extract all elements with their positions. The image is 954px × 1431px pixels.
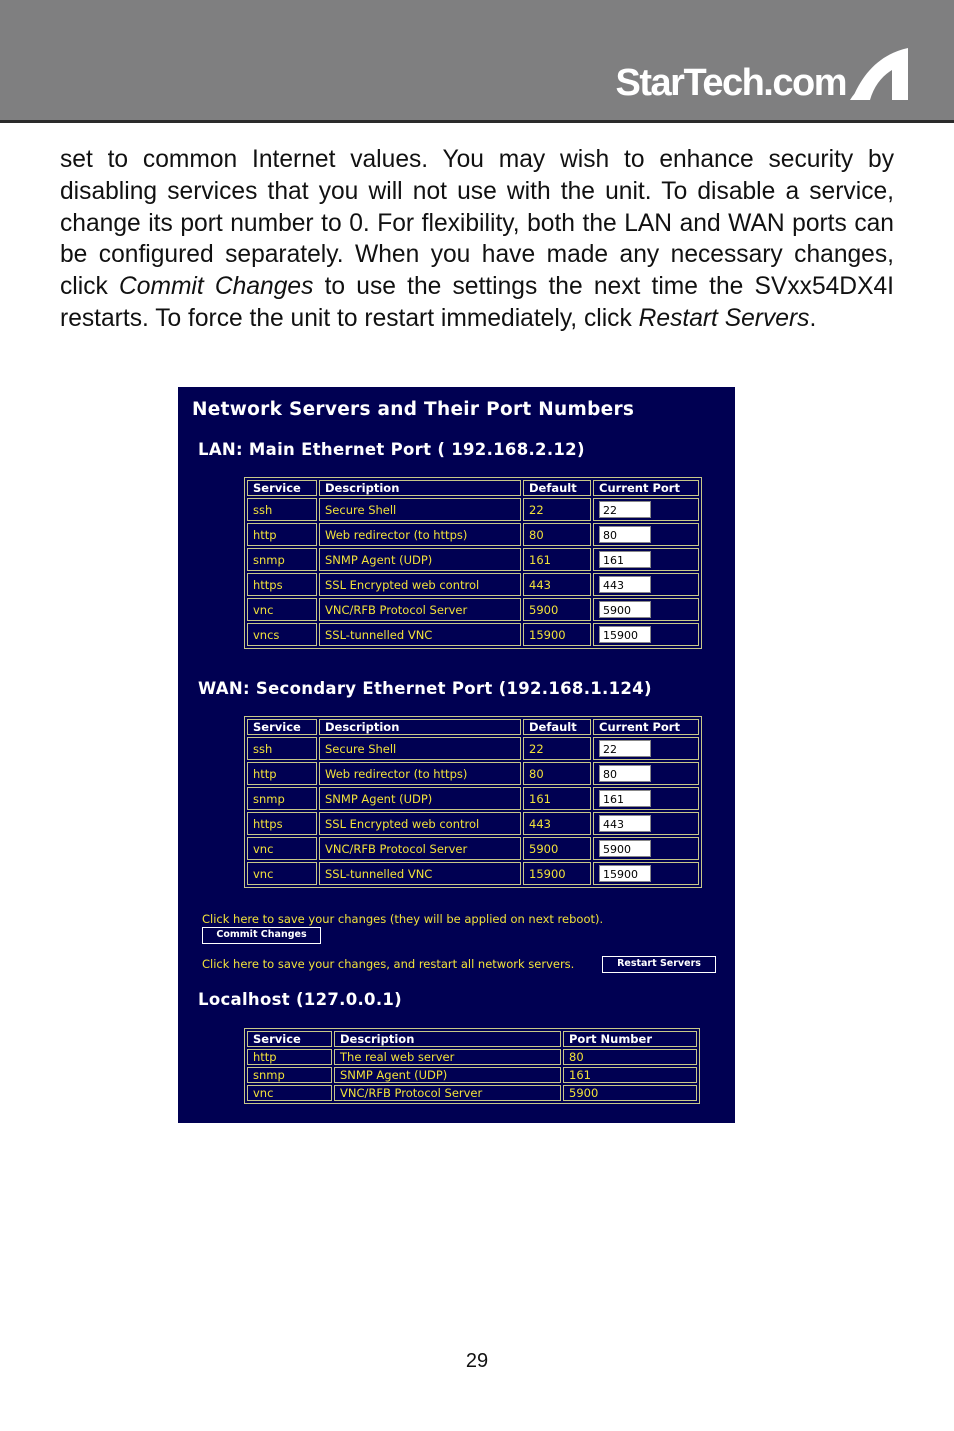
service-cell: ssh (247, 498, 317, 521)
table-row (247, 623, 699, 646)
service-cell: snmp (247, 1067, 332, 1083)
current-port-cell (593, 623, 699, 646)
default-port-cell: 80 (523, 523, 591, 546)
description-cell: Web redirector (to https) (319, 523, 521, 546)
default-port-cell: 15900 (523, 862, 591, 885)
lan-heading: LAN: Main Ethernet Port ( 192.168.2.12) (198, 440, 585, 459)
current-port-cell (593, 762, 699, 785)
service-cell: https (247, 573, 317, 596)
service-cell: https (247, 812, 317, 835)
description-cell: SNMP Agent (UDP) (319, 787, 521, 810)
default-port-cell: 161 (523, 548, 591, 571)
service-cell: vnc (247, 837, 317, 860)
current-port-input[interactable]: 443 (599, 576, 651, 593)
table-row (247, 737, 699, 760)
current-port-input[interactable]: 443 (599, 815, 651, 832)
table-row (247, 573, 699, 596)
service-cell: snmp (247, 548, 317, 571)
current-port-input[interactable]: 5900 (599, 840, 651, 857)
localhost-port-table (244, 1028, 700, 1104)
table-header-row (247, 1031, 697, 1047)
commit-note: Click here to save your changes (they will be applied on next reboot). (202, 912, 604, 926)
table-row (247, 1067, 697, 1083)
current-port-input[interactable]: 161 (599, 790, 651, 807)
table-row (247, 812, 699, 835)
lan-port-table (244, 477, 702, 649)
service-cell: vnc (247, 598, 317, 621)
current-port-cell (593, 787, 699, 810)
description-cell: SSL-tunnelled VNC (319, 623, 521, 646)
default-port-cell: 443 (523, 812, 591, 835)
column-header: Description (319, 719, 521, 735)
port-number-cell: 161 (563, 1067, 697, 1083)
service-cell: http (247, 523, 317, 546)
table-header-row (247, 719, 699, 735)
wan-heading: WAN: Secondary Ethernet Port (192.168.1.124) (198, 679, 652, 698)
default-port-cell: 15900 (523, 623, 591, 646)
body-text-part: set to common Internet values. You may wish to enhance security by disabling services that you will not use with the unit. To disable a service, change its port number to 0. For flexibility, both the LAN and WAN ports can be configured separately. When you have made any necessary changes, click (60, 146, 894, 301)
description-cell: Secure Shell (319, 737, 521, 760)
wan-port-table (244, 716, 702, 888)
restart-servers-button[interactable]: Restart Servers (602, 956, 716, 973)
column-header: Current Port (593, 719, 699, 735)
description-cell: SNMP Agent (UDP) (319, 548, 521, 571)
column-header: Default (523, 480, 591, 496)
logo-text: StarTech.com (615, 62, 846, 104)
default-port-cell: 161 (523, 787, 591, 810)
table-row (247, 523, 699, 546)
table-row (247, 862, 699, 885)
table-row (247, 548, 699, 571)
service-cell: vncs (247, 623, 317, 646)
current-port-cell (593, 498, 699, 521)
service-cell: http (247, 762, 317, 785)
current-port-input[interactable]: 161 (599, 551, 651, 568)
default-port-cell: 80 (523, 762, 591, 785)
service-cell: http (247, 1049, 332, 1065)
service-cell: ssh (247, 737, 317, 760)
table-row (247, 837, 699, 860)
default-port-cell: 443 (523, 573, 591, 596)
default-port-cell: 22 (523, 498, 591, 521)
service-cell: vnc (247, 1085, 332, 1101)
current-port-cell (593, 737, 699, 760)
current-port-input[interactable]: 80 (599, 765, 651, 782)
body-text-part: . (809, 304, 817, 332)
current-port-input[interactable]: 22 (599, 501, 651, 518)
table-row (247, 787, 699, 810)
column-header: Current Port (593, 480, 699, 496)
column-header: Port Number (563, 1031, 697, 1047)
restart-servers-ref: Restart Servers (638, 304, 810, 332)
body-paragraph (60, 144, 894, 335)
service-cell: snmp (247, 787, 317, 810)
column-header: Description (319, 480, 521, 496)
description-cell: Secure Shell (319, 498, 521, 521)
page-number: 29 (465, 1350, 489, 1372)
current-port-input[interactable]: 22 (599, 740, 651, 757)
current-port-input[interactable]: 15900 (599, 626, 651, 643)
description-cell: VNC/RFB Protocol Server (334, 1085, 561, 1101)
port-number-cell: 5900 (563, 1085, 697, 1101)
current-port-cell (593, 812, 699, 835)
default-port-cell: 5900 (523, 598, 591, 621)
current-port-cell (593, 523, 699, 546)
column-header: Default (523, 719, 591, 735)
current-port-cell (593, 862, 699, 885)
commit-changes-button[interactable]: Commit Changes (202, 927, 321, 944)
service-cell: vnc (247, 862, 317, 885)
current-port-input[interactable]: 15900 (599, 865, 651, 882)
column-header: Service (247, 719, 317, 735)
current-port-cell (593, 837, 699, 860)
current-port-cell (593, 573, 699, 596)
column-header: Service (247, 1031, 332, 1047)
current-port-cell (593, 598, 699, 621)
description-cell: SNMP Agent (UDP) (334, 1067, 561, 1083)
description-cell: SSL-tunnelled VNC (319, 862, 521, 885)
port-number-cell: 80 (563, 1049, 697, 1065)
startech-logo (616, 44, 910, 104)
table-row (247, 598, 699, 621)
default-port-cell: 5900 (523, 837, 591, 860)
column-header: Service (247, 480, 317, 496)
description-cell: Web redirector (to https) (319, 762, 521, 785)
screenshot-title: Network Servers and Their Port Numbers (192, 399, 635, 420)
body-text-part: to use the settings the next time the SVxx54DX4I restarts. To force the unit to restart immediately, click (60, 273, 894, 332)
page-header (0, 0, 954, 123)
table-header-row (247, 480, 699, 496)
table-row (247, 498, 699, 521)
network-servers-screenshot (178, 387, 735, 1123)
restart-note: Click here to save your changes, and restart all network servers. (202, 957, 575, 971)
default-port-cell: 22 (523, 737, 591, 760)
logo-swoosh-icon (848, 44, 910, 104)
description-cell: SSL Encrypted web control (319, 812, 521, 835)
current-port-cell (593, 548, 699, 571)
description-cell: SSL Encrypted web control (319, 573, 521, 596)
table-row (247, 1049, 697, 1065)
commit-changes-ref: Commit Changes (119, 273, 314, 301)
current-port-input[interactable]: 80 (599, 526, 651, 543)
table-row (247, 1085, 697, 1101)
table-row (247, 762, 699, 785)
description-cell: VNC/RFB Protocol Server (319, 598, 521, 621)
column-header: Description (334, 1031, 561, 1047)
localhost-heading: Localhost (127.0.0.1) (198, 990, 403, 1009)
description-cell: VNC/RFB Protocol Server (319, 837, 521, 860)
current-port-input[interactable]: 5900 (599, 601, 651, 618)
description-cell: The real web server (334, 1049, 561, 1065)
